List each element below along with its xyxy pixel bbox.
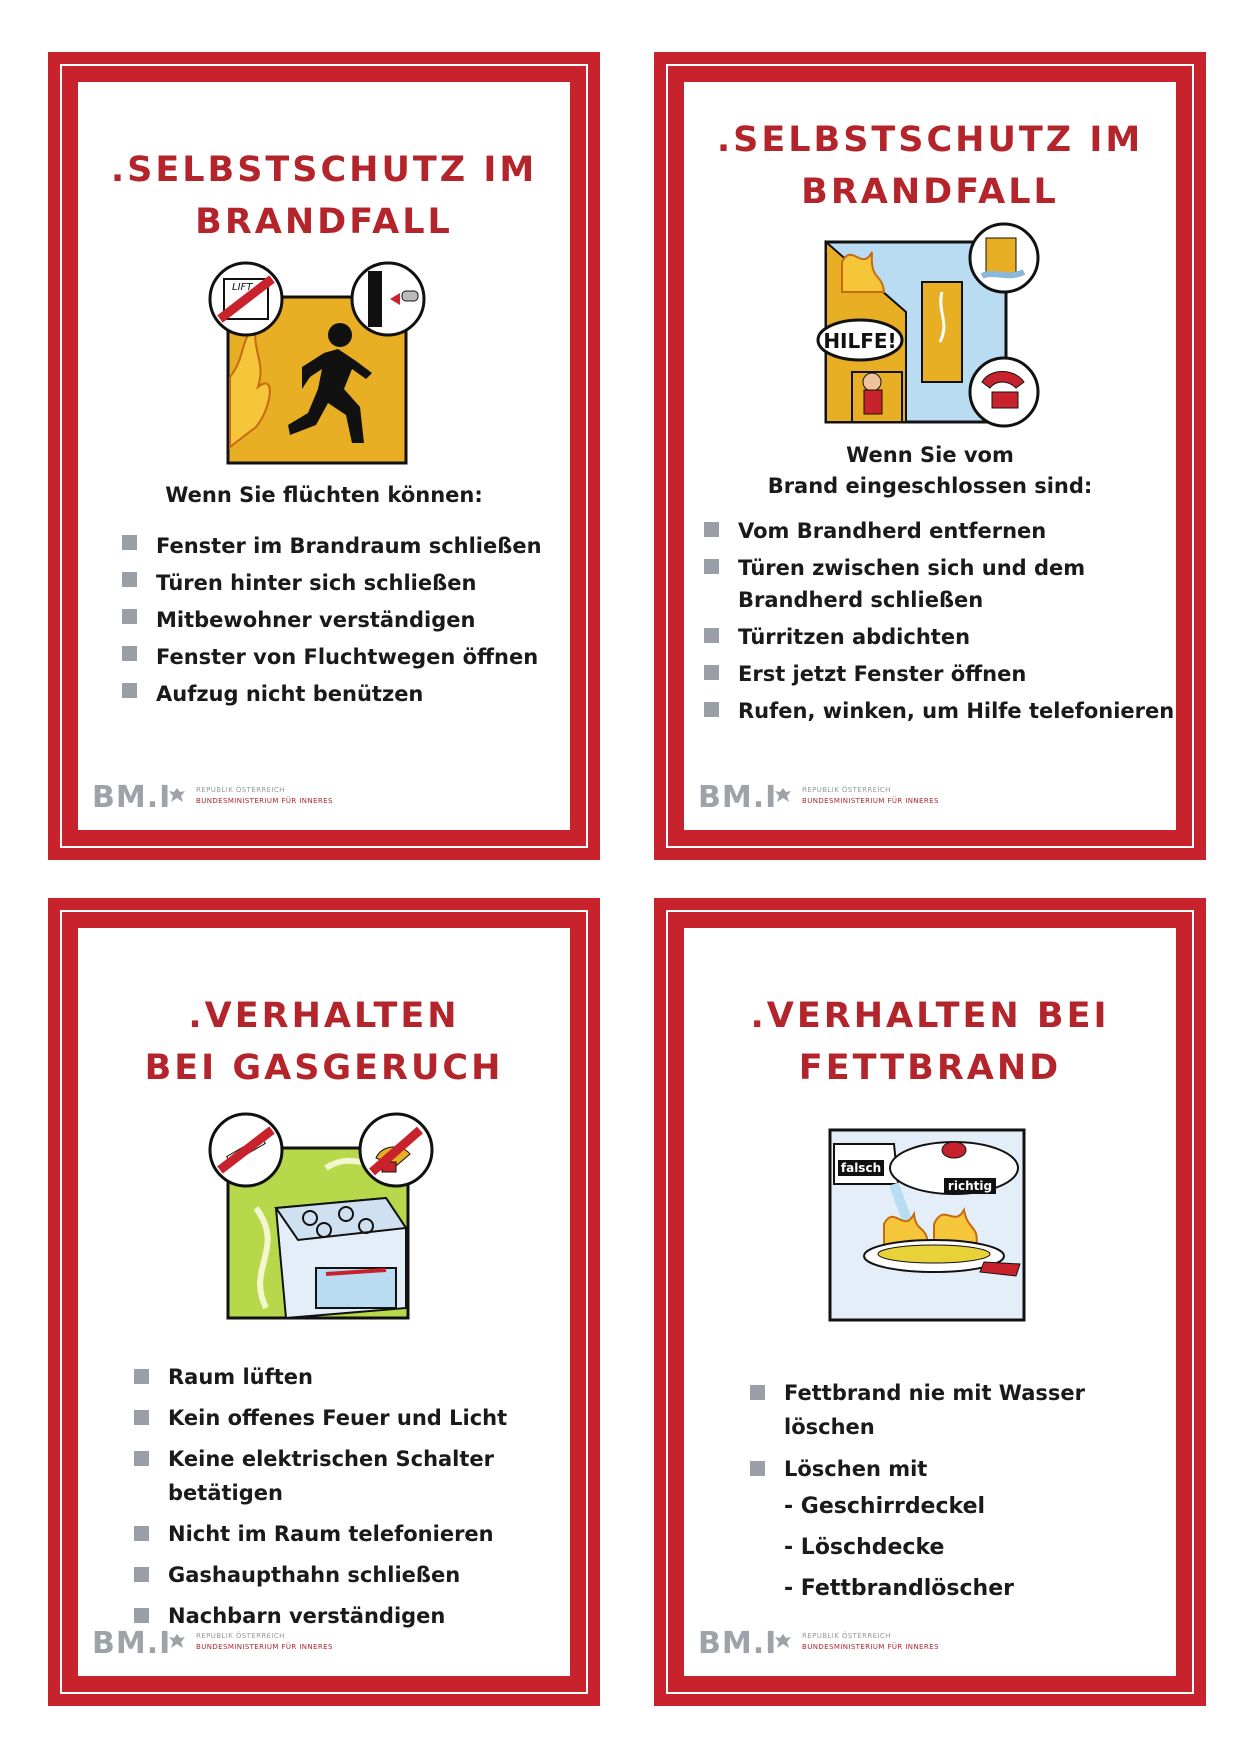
item-text: Kein offenes Feuer und Licht	[168, 1406, 508, 1430]
poster-content	[684, 82, 1176, 830]
richtig-label: richtig	[947, 1179, 993, 1193]
logo-brand: BM.I	[698, 1626, 778, 1661]
falsch-label: falsch	[840, 1161, 882, 1175]
item-text: Keine elektrischen Schalter	[168, 1447, 495, 1471]
poster-title	[684, 114, 1176, 218]
instruction-list	[750, 1376, 1085, 1609]
sub-list-item: - Geschirrdeckel	[784, 1486, 1085, 1527]
poster-selbstschutz-eingeschlossen	[654, 52, 1206, 860]
title-line: BRANDFALL	[801, 172, 1059, 212]
list-item	[704, 552, 1174, 616]
list-item	[122, 565, 542, 602]
item-text: Türen zwischen sich und dem	[738, 556, 1086, 580]
poster-selbstschutz-flucht	[48, 52, 600, 860]
grease-fire-illustration	[824, 1124, 1030, 1326]
title-line: FETTBRAND	[798, 1048, 1062, 1088]
list-item	[134, 1401, 507, 1435]
poster-title	[78, 144, 570, 248]
title-line: BEI GASGERUCH	[144, 1048, 504, 1088]
logo-line: BUNDESMINISTERIUM FÜR INNERES	[196, 1643, 333, 1651]
logo-line: REPUBLIK ÖSTERREICH	[196, 1632, 285, 1640]
item-text: Nachbarn verständigen	[168, 1604, 446, 1628]
item-text: Aufzug nicht benützen	[156, 682, 424, 706]
list-item	[704, 695, 1174, 727]
section-subtitle	[684, 440, 1176, 502]
list-item	[704, 621, 1174, 653]
item-text: Fenster im Brandraum schließen	[156, 534, 542, 558]
instruction-list	[134, 1360, 507, 1640]
list-item	[704, 515, 1174, 547]
sub-list-item: - Löschdecke	[784, 1527, 1085, 1568]
title-line: .VERHALTEN BEI	[750, 996, 1110, 1036]
item-text: Erst jetzt Fenster öffnen	[738, 662, 1027, 686]
eagle-icon	[168, 786, 186, 804]
item-text: Nicht im Raum telefonieren	[168, 1522, 494, 1546]
escape-illustration	[206, 257, 434, 467]
poster-content	[684, 928, 1176, 1676]
logo-line: BUNDESMINISTERIUM FÜR INNERES	[196, 797, 333, 805]
item-text: löschen	[784, 1415, 875, 1439]
list-item	[704, 658, 1174, 690]
list-item	[122, 676, 542, 713]
logo-line: REPUBLIK ÖSTERREICH	[802, 1632, 891, 1640]
logo-brand: BM.I	[92, 780, 172, 815]
hilfe-speech: HILFE!	[823, 329, 897, 353]
logo-line: REPUBLIK ÖSTERREICH	[196, 786, 285, 794]
gas-stove-illustration	[206, 1108, 438, 1323]
list-item	[134, 1360, 507, 1394]
trapped-illustration	[812, 222, 1044, 432]
logo-line: BUNDESMINISTERIUM FÜR INNERES	[802, 1643, 939, 1651]
sub-list	[784, 1486, 1085, 1609]
poster-verhalten-gasgeruch	[48, 898, 600, 1706]
poster-content	[78, 82, 570, 830]
item-text: Türen hinter sich schließen	[156, 571, 477, 595]
item-text: Fenster von Fluchtwegen öffnen	[156, 645, 539, 669]
item-text: Raum lüften	[168, 1365, 314, 1389]
logo-brand: BM.I	[92, 1626, 172, 1661]
poster-title	[684, 990, 1176, 1094]
sub-list-item: - Fettbrandlöscher	[784, 1568, 1085, 1609]
item-text: Türritzen abdichten	[738, 625, 971, 649]
poster-content	[78, 928, 570, 1676]
item-text: Vom Brandherd entfernen	[738, 519, 1047, 543]
item-text: Löschen mit	[784, 1457, 928, 1481]
lift-label: LIFT	[232, 282, 253, 293]
item-text: Rufen, winken, um Hilfe telefonieren	[738, 699, 1175, 723]
item-text: Mitbewohner verständigen	[156, 608, 476, 632]
list-item	[134, 1599, 507, 1633]
eagle-icon	[774, 1632, 792, 1650]
instruction-list	[122, 528, 542, 713]
item-text: betätigen	[168, 1481, 283, 1505]
list-item	[122, 639, 542, 676]
list-item	[134, 1558, 507, 1592]
item-text: Gashaupthahn schließen	[168, 1563, 461, 1587]
eagle-icon	[774, 786, 792, 804]
subtitle-line: Brand eingeschlossen sind:	[767, 474, 1093, 498]
poster-title	[78, 990, 570, 1094]
poster-verhalten-fettbrand	[654, 898, 1206, 1706]
item-text: Brandherd schließen	[738, 588, 984, 612]
section-subtitle	[78, 480, 570, 511]
subtitle-line: Wenn Sie vom	[846, 443, 1014, 467]
item-text: Fettbrand nie mit Wasser	[784, 1381, 1085, 1405]
list-item	[750, 1376, 1085, 1444]
logo-brand: BM.I	[698, 780, 778, 815]
list-item	[122, 602, 542, 639]
eagle-icon	[168, 1632, 186, 1650]
list-item	[122, 528, 542, 565]
title-line: BRANDFALL	[195, 202, 453, 242]
instruction-list	[704, 515, 1174, 732]
title-line: .SELBSTSCHUTZ IM	[716, 120, 1144, 160]
logo-line: BUNDESMINISTERIUM FÜR INNERES	[802, 797, 939, 805]
subtitle-line: Wenn Sie flüchten können:	[165, 483, 483, 507]
list-item	[134, 1442, 507, 1510]
list-item	[134, 1517, 507, 1551]
list-item	[750, 1452, 1085, 1609]
title-line: .SELBSTSCHUTZ IM	[110, 150, 538, 190]
title-line: .VERHALTEN	[188, 996, 460, 1036]
logo-line: REPUBLIK ÖSTERREICH	[802, 786, 891, 794]
